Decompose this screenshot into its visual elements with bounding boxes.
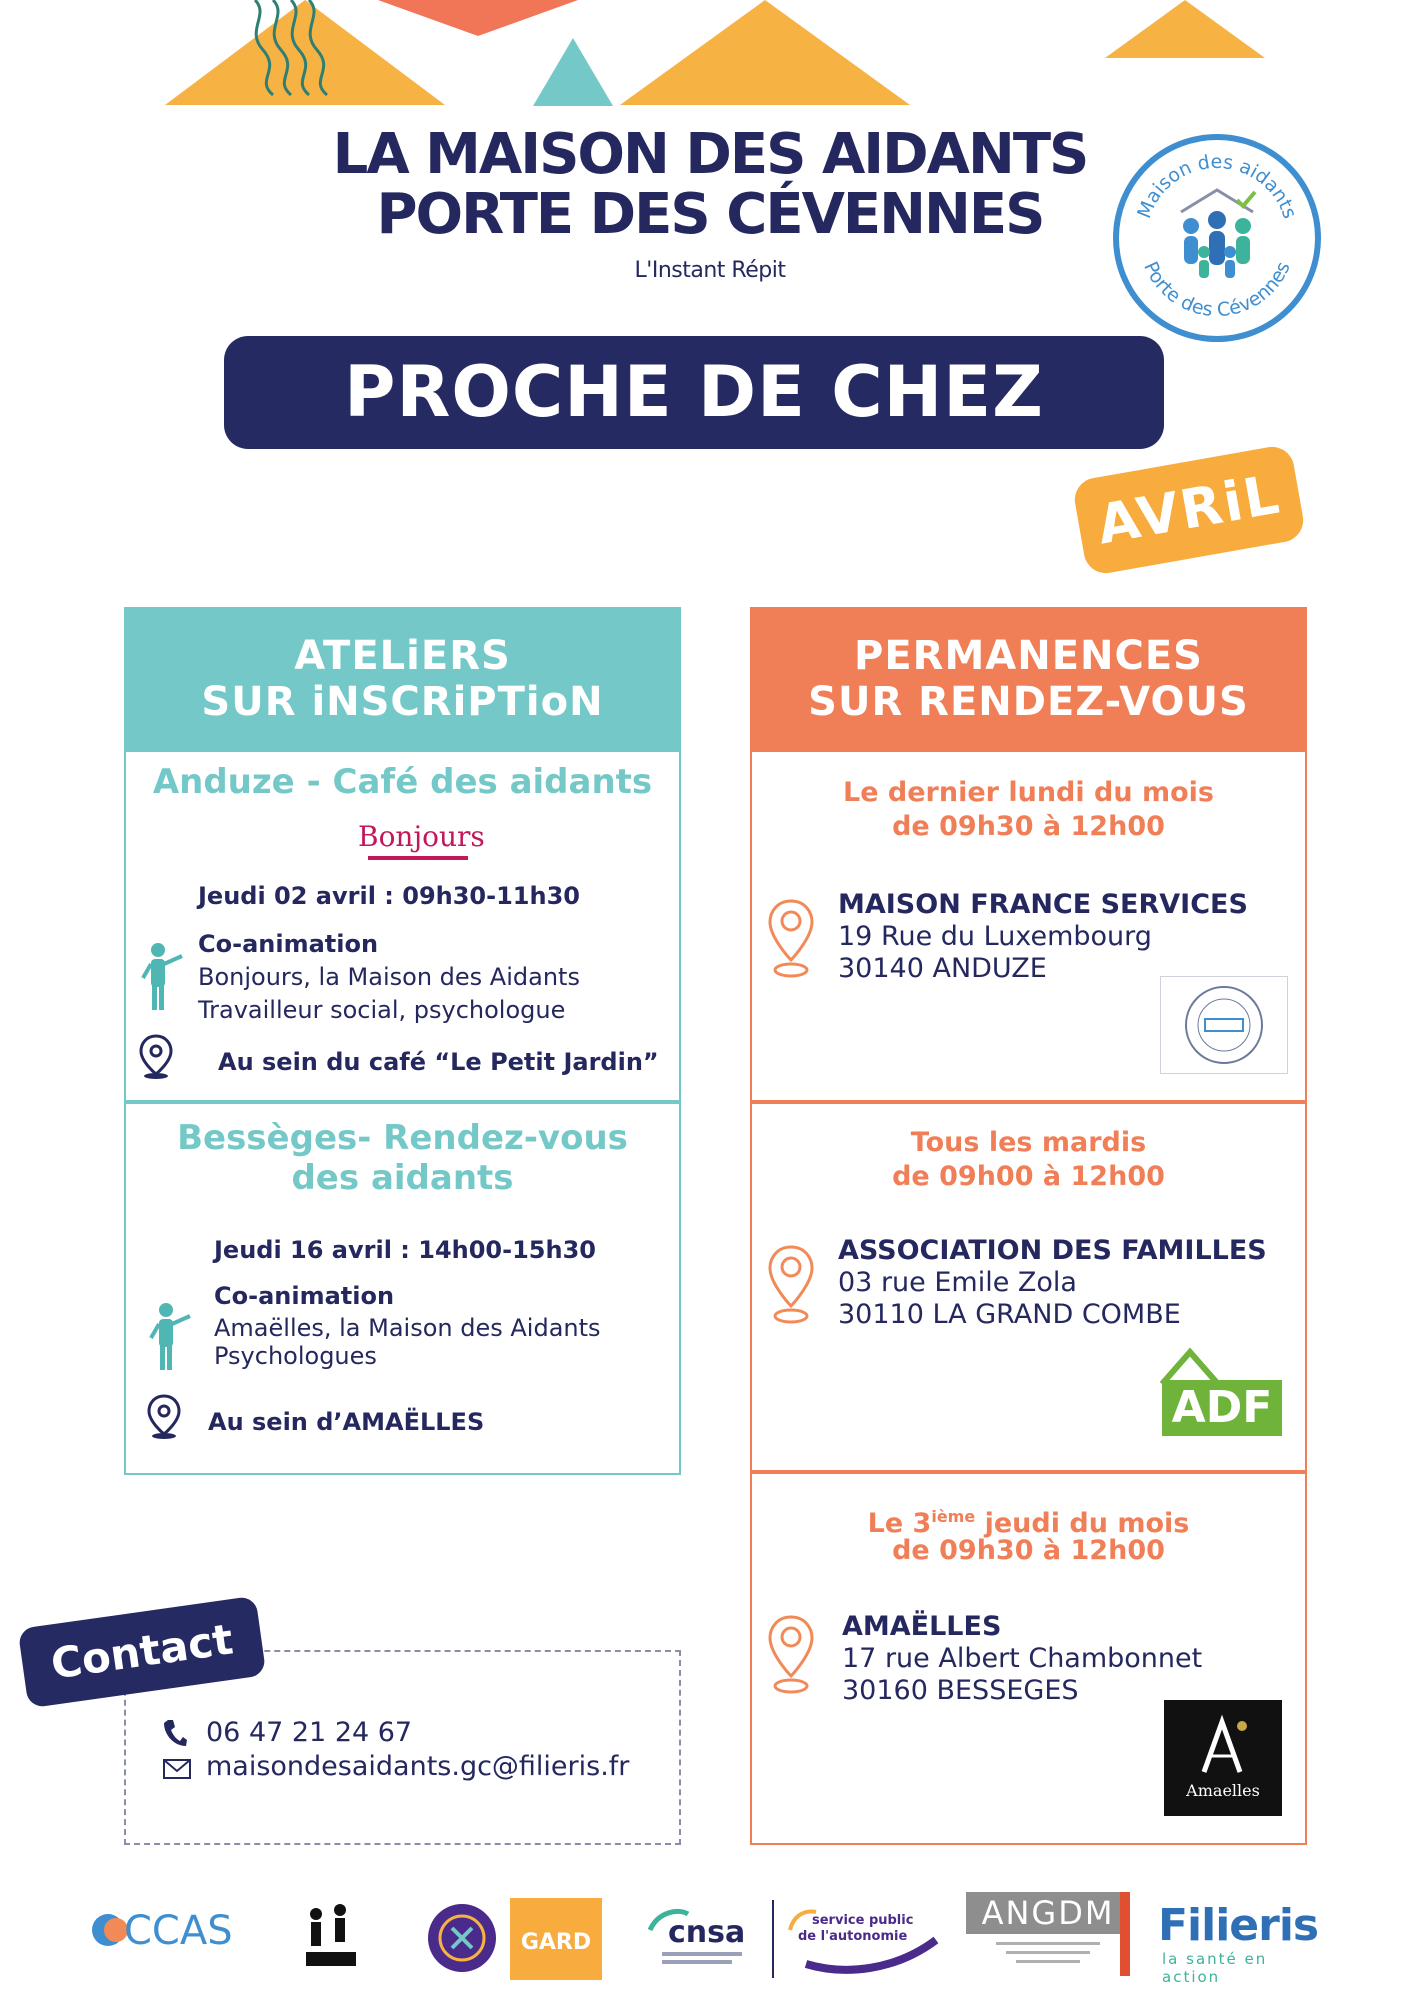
coanimation-line2: Psychologues — [214, 1342, 377, 1370]
decor-triangle-yellow-right — [1105, 0, 1265, 58]
when-superscript: ième — [931, 1507, 976, 1526]
svg-text:Porte des Cévennes — [1139, 258, 1295, 321]
permanence-address2: 30110 LA GRAND COMBE — [838, 1299, 1181, 1330]
location-pin-icon — [766, 1614, 816, 1696]
filieris-logo-text: Filieris — [1158, 1900, 1319, 1951]
when-prefix: Le 3 — [867, 1508, 932, 1539]
permanence-card-besseges — [750, 1472, 1307, 1845]
permanence-when-line1: Tous les mardis — [910, 1127, 1147, 1158]
atelier-title-line1: Bessèges- Rendez-vous — [177, 1118, 628, 1158]
decor-wave-lines — [245, 0, 335, 100]
logo-text-top: Maison des aidants — [1133, 150, 1301, 222]
service-public-autonomie-logo — [786, 1900, 946, 1980]
contact-email[interactable]: maisondesaidants.gc@filieris.fr — [206, 1751, 630, 1782]
permanence-when-line2: de 09h30 à 12h00 — [892, 1535, 1165, 1566]
atelier-location: Au sein du café “Le Petit Jardin” — [218, 1048, 659, 1076]
when-suffix: jeudi du mois — [975, 1508, 1190, 1539]
location-pin-icon — [146, 1394, 182, 1440]
banner-proche-de-chez-vous: PROCHE DE CHEZ VOUS — [224, 336, 1164, 449]
ccas-logo-text: CCAS — [124, 1908, 233, 1954]
svg-text:Maison des aidants — [1133, 151, 1301, 222]
logo-text-bottom: Porte des Cévennes — [1139, 258, 1295, 322]
filieris-logo — [1158, 1900, 1328, 1986]
permanence-when-line1: Le dernier lundi du mois — [842, 777, 1214, 808]
amaelles-logo — [1164, 1700, 1282, 1816]
adf-logo — [1158, 1344, 1286, 1440]
permanence-when-line2: de 09h30 à 12h00 — [892, 811, 1165, 842]
ateliers-heading — [124, 607, 681, 752]
permanences-heading — [750, 607, 1307, 752]
logo-emblem-icon — [1119, 140, 1315, 336]
adf-house-icon — [1158, 1344, 1286, 1440]
atelier-card-anduze — [124, 752, 681, 1102]
ateliers-heading-line1: ATELiERS — [294, 633, 511, 679]
atelier-date: Jeudi 16 avril : 14h00-15h30 — [214, 1236, 596, 1264]
decor-triangle-teal — [533, 38, 613, 106]
divider — [772, 1900, 774, 1978]
permanence-address2: 30140 ANDUZE — [838, 953, 1047, 984]
permanences-heading-line2: SUR RENDEZ-VOUS — [808, 679, 1249, 725]
angdm-logo — [966, 1892, 1130, 1976]
adf-logo-text: ADF — [1171, 1382, 1273, 1433]
person-pointing-icon — [140, 942, 184, 1012]
coanimation-line1: Amaëlles, la Maison des Aidants — [214, 1314, 601, 1342]
ccas-logo — [86, 1902, 266, 1962]
atelier-title: Anduze - Café des aidants — [152, 762, 653, 802]
atelier-title-line2: des aidants — [291, 1158, 514, 1198]
person-pointing-icon — [148, 1302, 192, 1372]
permanence-address1: 19 Rue du Luxembourg — [838, 921, 1152, 952]
cnsa-logo-icon — [644, 1900, 754, 1976]
france-services-logo — [1160, 976, 1288, 1074]
filieris-tagline: la santé en action — [1162, 1950, 1268, 1986]
amaelles-emblem-icon — [1164, 1700, 1282, 1816]
location-pin-icon — [766, 898, 816, 980]
coanimation-label: Co-animation — [214, 1282, 395, 1310]
month-tag: AVRiL — [1071, 443, 1306, 576]
permanence-name: MAISON FRANCE SERVICES — [838, 889, 1248, 920]
coanimation-label: Co-animation — [198, 930, 379, 958]
gard-logo — [510, 1898, 602, 1980]
cnsa-logo — [644, 1900, 754, 1976]
permanence-card-grand-combe — [750, 1102, 1307, 1472]
decor-triangle-red — [378, 0, 578, 36]
contact-phone[interactable]: 06 47 21 24 67 — [206, 1717, 413, 1748]
ccas-logo-icon — [86, 1902, 266, 1962]
page-title-line1: LA MAISON DES AIDANTS — [332, 122, 1088, 187]
coanimation-line2: Travailleur social, psychologue — [198, 996, 566, 1024]
permanence-when-line2: de 09h00 à 12h00 — [892, 1161, 1165, 1192]
decor-triangle-yellow-center — [620, 0, 910, 105]
page-title-line2: PORTE DES CÉVENNES — [376, 182, 1044, 247]
service-public-logo-icon — [786, 1900, 946, 1980]
atelier-card-besseges — [124, 1102, 681, 1475]
location-pin-icon — [766, 1244, 816, 1326]
gard-logo-text: GARD — [520, 1930, 592, 1955]
permanence-address1: 17 rue Albert Chambonnet — [842, 1643, 1203, 1674]
permanence-address2: 30160 BESSEGES — [842, 1675, 1079, 1706]
stamp-logo-icon — [1161, 977, 1287, 1073]
coanimation-line1: Bonjours, la Maison des Aidants — [198, 963, 580, 991]
angdm-logo-text: ANGDM — [966, 1892, 1130, 1934]
atelier-date: Jeudi 02 avril : 09h30-11h30 — [198, 882, 580, 910]
mail-icon — [162, 1758, 192, 1780]
service-public-line2: de l'autonomie — [798, 1929, 908, 1944]
cnsa-logo-text: cnsa — [668, 1915, 746, 1950]
contact-tag: Contact — [18, 1596, 267, 1709]
maison-des-aidants-logo — [1113, 134, 1321, 342]
service-public-line1: service public — [812, 1913, 914, 1928]
location-pin-icon — [138, 1034, 174, 1080]
atelier-location: Au sein d’AMAËLLES — [208, 1408, 485, 1436]
partner-logo-figures — [296, 1900, 366, 1972]
bonjours-logo: Bonjours — [358, 822, 478, 866]
permanence-card-anduze — [750, 752, 1307, 1102]
ateliers-heading-line2: SUR iNSCRiPTioN — [201, 679, 604, 725]
permanences-heading-line1: PERMANENCES — [854, 633, 1203, 679]
purple-circle-logo-icon — [424, 1900, 500, 1976]
figures-logo-icon — [296, 1900, 366, 1972]
phone-icon — [162, 1718, 188, 1748]
partner-logo-purple-circle — [424, 1900, 500, 1976]
permanence-name: ASSOCIATION DES FAMILLES — [838, 1235, 1267, 1266]
amaelles-logo-text: Amaelles — [1186, 1781, 1260, 1800]
permanence-address1: 03 rue Emile Zola — [838, 1267, 1077, 1298]
page-subtitle: L'Instant Répit — [634, 258, 786, 283]
permanence-name: AMAËLLES — [842, 1611, 1002, 1642]
